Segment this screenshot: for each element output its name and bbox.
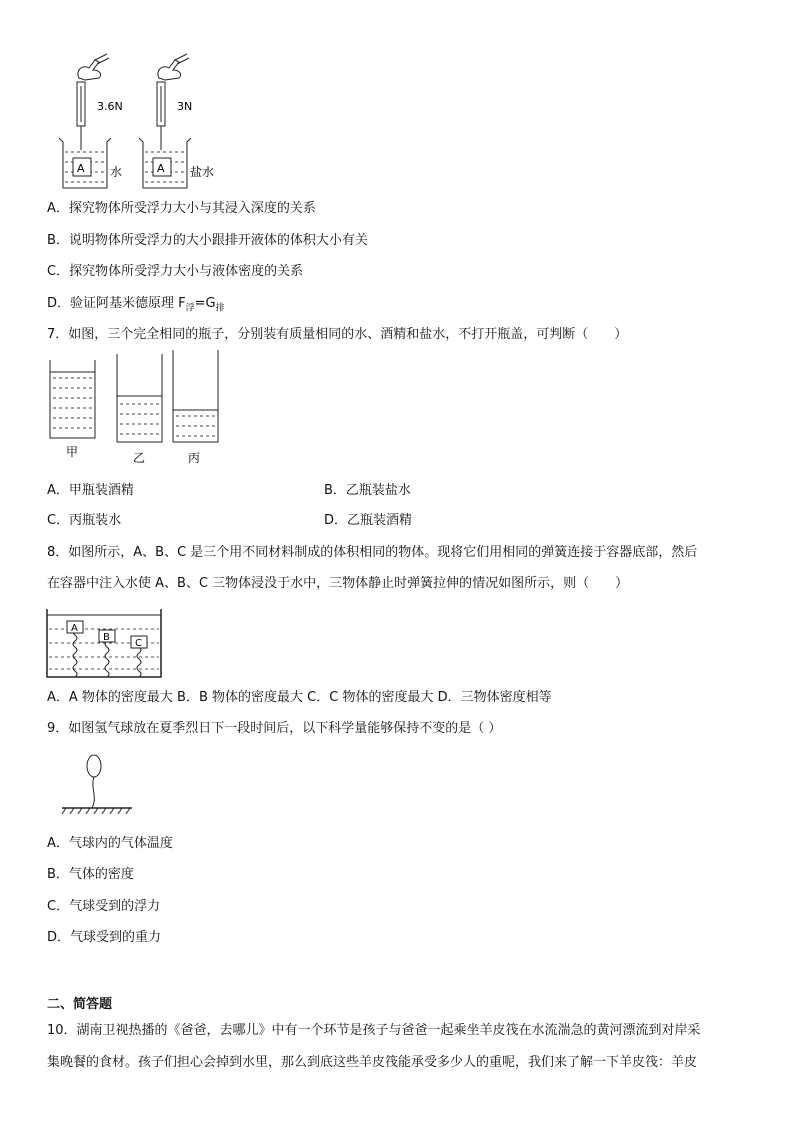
q7-option-d: D．乙瓶装酒精 (324, 513, 413, 528)
q7-stem: 7．如图，三个完全相同的瓶子，分别装有质量相同的水、酒精和盐水，不打开瓶盖，可判断（ ） (47, 327, 628, 342)
hand-icon (158, 54, 189, 80)
q6-option-d-eq: =G (194, 296, 216, 311)
label-saltwater: 盐水 (190, 165, 215, 179)
q10-line2: 集晚餐的食材。孩子们担心会掉到水里，那么到底这些羊皮筏能承受多少人的重呢，我们来了解一下羊皮筏：羊皮 (47, 1055, 698, 1070)
q7-option-b: B．乙瓶装盐水 (324, 483, 411, 498)
spring-c (137, 647, 141, 677)
q6-option-a: A．探究物体所受浮力大小与其浸入深度的关系 (47, 201, 316, 216)
q6-option-c: C．探究物体所受浮力大小与液体密度的关系 (47, 264, 304, 279)
q8-options: A．A 物体的密度最大 B．B 物体的密度最大 C．C 物体的密度最大 D．三物体密度相等 (47, 690, 552, 705)
label-jia: 甲 (66, 445, 79, 459)
q6-option-d-text: D．验证阿基米德原理 F (47, 296, 186, 311)
spring-scale-figure (55, 50, 230, 190)
spring-a (73, 629, 77, 677)
block-a-right-label: A (157, 162, 165, 175)
container-springs-figure (45, 605, 165, 680)
balloon-figure (58, 752, 138, 822)
bottle-bing (173, 350, 218, 442)
q8-stem-line1: 8．如图所示，A、B、C 是三个用不同材料制成的体积相同的物体。现将它们用相同的弹簧连接于容器底部，然后 (47, 545, 698, 560)
q8-stem-line2: 在容器中注入水使 A、B、C 三物体浸没于水中，三物体静止时弹簧拉伸的情况如图所示，则（ ） (47, 576, 629, 591)
reading-right: 3N (177, 100, 193, 113)
q7-option-a: A．甲瓶装酒精 (47, 483, 134, 498)
block-c-label: C (135, 638, 142, 649)
label-water: 水 (110, 165, 123, 179)
q6-sub-pai: 排 (215, 303, 225, 314)
block-a-left-label: A (77, 162, 85, 175)
section-title: 二、简答题 (47, 997, 113, 1012)
q9-option-d: D．气球受到的重力 (47, 930, 162, 945)
spring-b (105, 641, 109, 677)
q6-option-d (47, 295, 225, 318)
q9-option-c: C．气球受到的浮力 (47, 899, 161, 914)
q6-sub-fu: 浮 (185, 303, 195, 314)
q7-option-c: C．丙瓶装水 (47, 513, 122, 528)
q6-option-b: B．说明物体所受浮力的大小跟排开液体的体积大小有关 (47, 233, 368, 248)
block-a-label: A (71, 623, 78, 634)
bottle-jia (50, 360, 95, 438)
q9-option-b: B．气体的密度 (47, 867, 134, 882)
q10-line1: 10．湖南卫视热播的《爸爸，去哪儿》中有一个环节是孩子与爸爸一起乘坐羊皮筏在水流湍急的黄河漂流到对岸采 (47, 1023, 701, 1038)
block-b-label: B (103, 632, 110, 643)
label-yi: 乙 (133, 451, 146, 465)
bottle-yi (117, 354, 162, 442)
q9-option-a: A．气球内的气体温度 (47, 836, 173, 851)
hand-icon (78, 54, 109, 80)
reading-left: 3.6N (97, 100, 123, 113)
bottles-figure (45, 350, 225, 468)
label-bing: 丙 (188, 451, 201, 465)
q9-stem: 9．如图氢气球放在夏季烈日下一段时间后，以下科学量能够保持不变的是（ ） (47, 721, 502, 736)
balloon-icon (87, 755, 101, 777)
